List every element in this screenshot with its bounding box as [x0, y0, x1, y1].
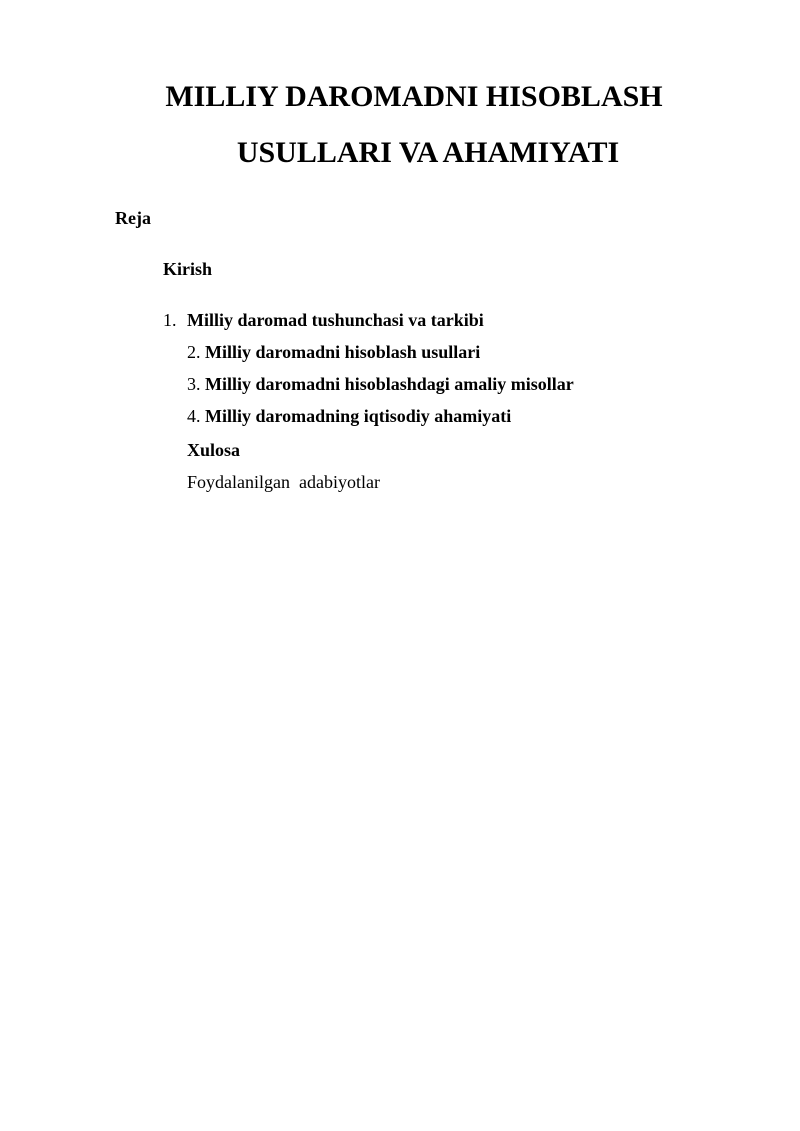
toc-item-number: 1.	[163, 310, 177, 330]
plan-heading: Reja	[115, 208, 151, 228]
toc-item-text: Milliy daromadni hisoblash usullari	[205, 342, 481, 362]
toc-item-text: Milliy daromadning iqtisodiy ahamiyati	[205, 406, 512, 426]
toc-item-number: 2.	[187, 342, 201, 362]
document-title-line-2: USULLARI VA AHAMIYATI	[236, 136, 620, 169]
toc-item-3	[187, 373, 574, 395]
document-title-line-1: MILLIY DAROMADNI HISOBLASH	[165, 80, 663, 113]
conclusion-entry: Xulosa	[187, 440, 241, 460]
toc-item-number: 3.	[187, 374, 201, 394]
toc-item-number: 4.	[187, 406, 201, 426]
toc-item-text: Milliy daromadni hisoblashdagi amaliy misollar	[205, 374, 574, 394]
references-entry: Foydalanilgan adabiyotlar	[187, 472, 380, 492]
toc-item-1	[163, 309, 484, 331]
toc-item-2	[187, 341, 480, 363]
toc-item-text: Milliy daromad tushunchasi va tarkibi	[187, 310, 484, 330]
toc-item-4	[187, 405, 511, 427]
intro-entry: Kirish	[163, 259, 213, 279]
